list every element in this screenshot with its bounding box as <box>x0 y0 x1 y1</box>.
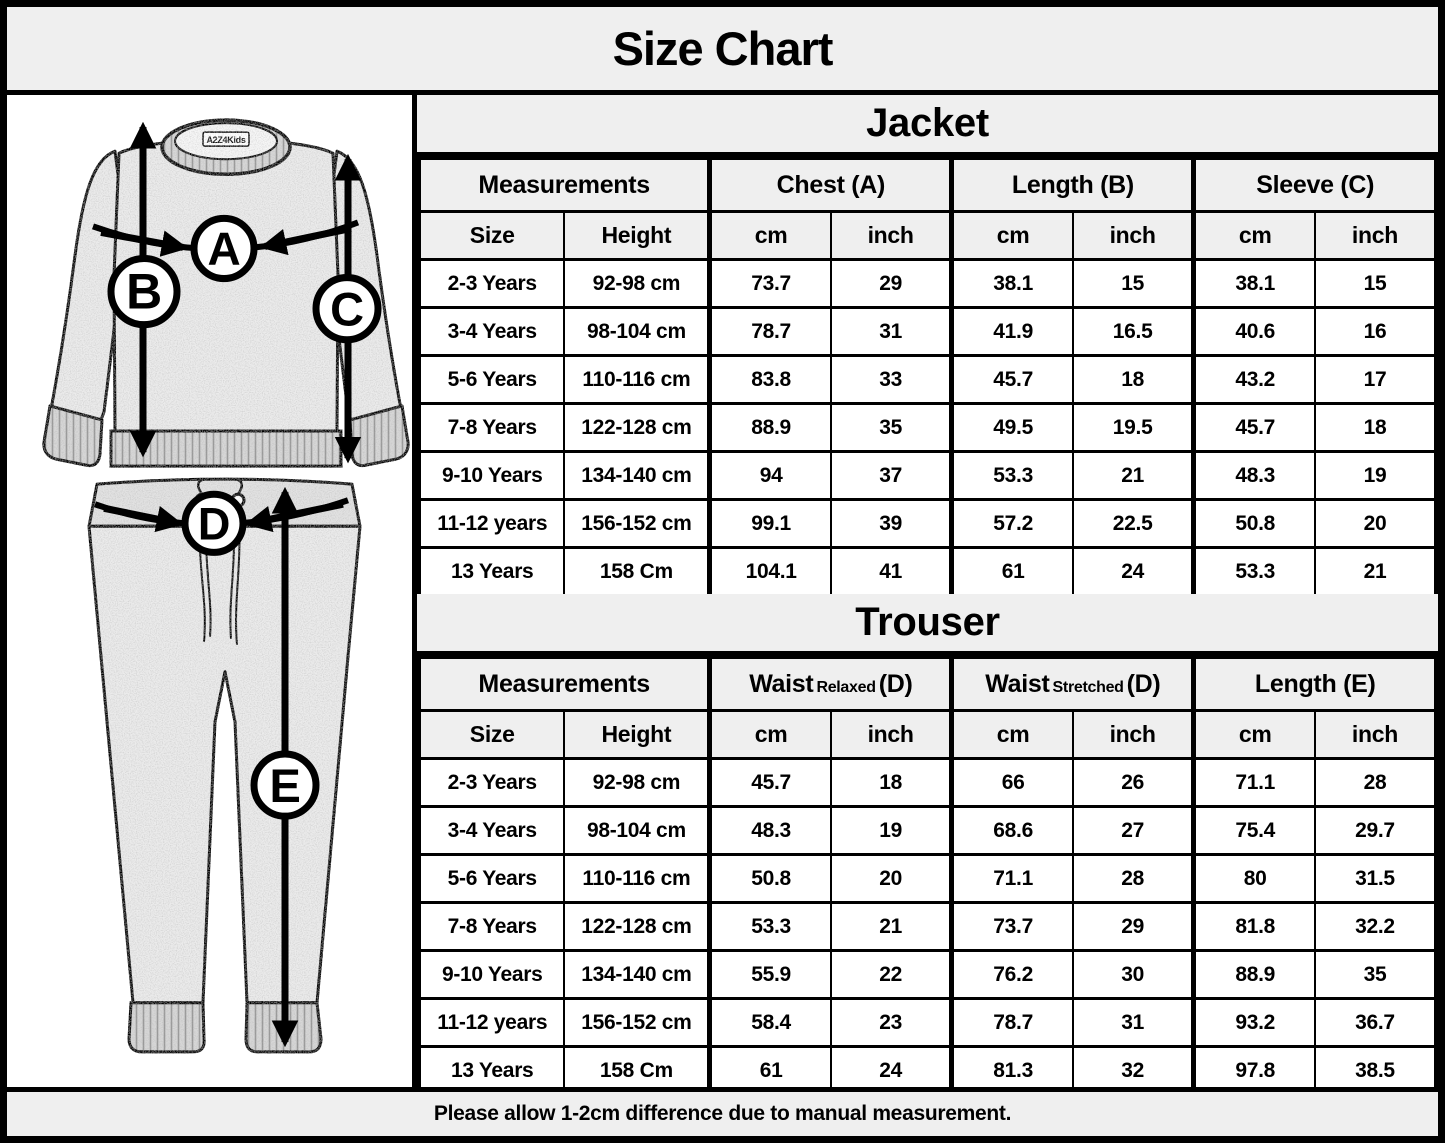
value-cell: 156-152 cm <box>564 999 709 1047</box>
size-row <box>419 759 1436 807</box>
size-row <box>419 903 1436 951</box>
size-cell: 13 Years <box>419 548 564 596</box>
sub-header: inch <box>1073 212 1194 260</box>
value-cell: 29.7 <box>1315 807 1436 855</box>
value-cell: 35 <box>831 404 952 452</box>
brand-label: A2Z4Kids <box>206 135 246 146</box>
value-cell: 31 <box>1073 999 1194 1047</box>
value-cell: 81.8 <box>1194 903 1315 951</box>
size-row <box>419 404 1436 452</box>
value-cell: 57.2 <box>952 500 1073 548</box>
value-cell: 45.7 <box>1194 404 1315 452</box>
value-cell: 28 <box>1315 759 1436 807</box>
value-cell: 17 <box>1315 356 1436 404</box>
value-cell: 88.9 <box>710 404 831 452</box>
marker-d-letter: D <box>197 498 231 550</box>
value-cell: 38.1 <box>1194 260 1315 308</box>
size-cell: 3-4 Years <box>419 308 564 356</box>
value-cell: 99.1 <box>710 500 831 548</box>
value-cell: 92-98 cm <box>564 759 709 807</box>
size-cell: 7-8 Years <box>419 903 564 951</box>
group-header: Length (B) <box>952 159 1194 212</box>
value-cell: 45.7 <box>710 759 831 807</box>
size-row <box>419 500 1436 548</box>
value-cell: 40.6 <box>1194 308 1315 356</box>
page-title: Size Chart <box>7 7 1438 95</box>
value-cell: 158 Cm <box>564 1047 709 1095</box>
value-cell: 50.8 <box>1194 500 1315 548</box>
garment-diagram <box>7 95 412 1087</box>
value-cell: 73.7 <box>952 903 1073 951</box>
value-cell: 71.1 <box>1194 759 1315 807</box>
size-row <box>419 308 1436 356</box>
sub-header: inch <box>831 711 952 759</box>
value-cell: 104.1 <box>710 548 831 596</box>
size-cell: 11-12 years <box>419 500 564 548</box>
value-cell: 35 <box>1315 951 1436 999</box>
value-cell: 73.7 <box>710 260 831 308</box>
group-header: Chest (A) <box>710 159 952 212</box>
value-cell: 75.4 <box>1194 807 1315 855</box>
value-cell: 48.3 <box>710 807 831 855</box>
value-cell: 20 <box>831 855 952 903</box>
value-cell: 88.9 <box>1194 951 1315 999</box>
value-cell: 27 <box>1073 807 1194 855</box>
value-cell: 97.8 <box>1194 1047 1315 1095</box>
value-cell: 36.7 <box>1315 999 1436 1047</box>
value-cell: 26 <box>1073 759 1194 807</box>
value-cell: 16 <box>1315 308 1436 356</box>
value-cell: 156-152 cm <box>564 500 709 548</box>
size-row <box>419 951 1436 999</box>
size-cell: 7-8 Years <box>419 404 564 452</box>
value-cell: 134-140 cm <box>564 951 709 999</box>
value-cell: 29 <box>1073 903 1194 951</box>
content-area <box>7 95 1438 1087</box>
value-cell: 53.3 <box>710 903 831 951</box>
trouser-title: Trouser <box>417 594 1438 656</box>
value-cell: 158 Cm <box>564 548 709 596</box>
size-row <box>419 807 1436 855</box>
value-cell: 61 <box>952 548 1073 596</box>
group-header: Waist Relaxed (D) <box>710 658 952 711</box>
size-row <box>419 260 1436 308</box>
value-cell: 66 <box>952 759 1073 807</box>
group-header: Measurements <box>419 159 710 212</box>
marker-b-letter: B <box>126 263 162 320</box>
size-row <box>419 999 1436 1047</box>
value-cell: 43.2 <box>1194 356 1315 404</box>
size-cell: 5-6 Years <box>419 855 564 903</box>
value-cell: 18 <box>831 759 952 807</box>
value-cell: 55.9 <box>710 951 831 999</box>
size-tables <box>417 95 1438 1087</box>
value-cell: 39 <box>831 500 952 548</box>
value-cell: 21 <box>1073 452 1194 500</box>
trouser-table <box>417 656 1438 1096</box>
value-cell: 32.2 <box>1315 903 1436 951</box>
measurement-note: Please allow 1-2cm difference due to manual measurement. <box>7 1087 1438 1136</box>
group-header: Waist Stretched (D) <box>952 658 1194 711</box>
size-cell: 13 Years <box>419 1047 564 1095</box>
value-cell: 68.6 <box>952 807 1073 855</box>
value-cell: 78.7 <box>710 308 831 356</box>
size-cell: 3-4 Years <box>419 807 564 855</box>
value-cell: 122-128 cm <box>564 404 709 452</box>
value-cell: 30 <box>1073 951 1194 999</box>
value-cell: 19 <box>1315 452 1436 500</box>
value-cell: 23 <box>831 999 952 1047</box>
value-cell: 48.3 <box>1194 452 1315 500</box>
size-row <box>419 452 1436 500</box>
garment-diagram-panel <box>7 95 417 1087</box>
value-cell: 53.3 <box>952 452 1073 500</box>
size-row <box>419 548 1436 596</box>
value-cell: 71.1 <box>952 855 1073 903</box>
jacket-section <box>417 95 1438 594</box>
value-cell: 31.5 <box>1315 855 1436 903</box>
value-cell: 19.5 <box>1073 404 1194 452</box>
sub-header: inch <box>1315 711 1436 759</box>
jacket-title: Jacket <box>417 95 1438 157</box>
marker-e-letter: E <box>269 759 301 813</box>
group-header: Sleeve (C) <box>1194 159 1436 212</box>
sub-header: cm <box>952 212 1073 260</box>
trousers-drawing <box>89 479 360 1052</box>
value-cell: 22 <box>831 951 952 999</box>
value-cell: 38.1 <box>952 260 1073 308</box>
size-row <box>419 356 1436 404</box>
value-cell: 18 <box>1315 404 1436 452</box>
value-cell: 98-104 cm <box>564 807 709 855</box>
sub-header: cm <box>710 711 831 759</box>
sub-header: Height <box>564 212 709 260</box>
value-cell: 21 <box>1315 548 1436 596</box>
size-row <box>419 855 1436 903</box>
value-cell: 76.2 <box>952 951 1073 999</box>
size-cell: 9-10 Years <box>419 452 564 500</box>
value-cell: 18 <box>1073 356 1194 404</box>
value-cell: 21 <box>831 903 952 951</box>
value-cell: 98-104 cm <box>564 308 709 356</box>
value-cell: 61 <box>710 1047 831 1095</box>
value-cell: 58.4 <box>710 999 831 1047</box>
sub-header: cm <box>1194 711 1315 759</box>
value-cell: 93.2 <box>1194 999 1315 1047</box>
value-cell: 45.7 <box>952 356 1073 404</box>
value-cell: 81.3 <box>952 1047 1073 1095</box>
trouser-section <box>417 594 1438 1087</box>
sub-header: cm <box>710 212 831 260</box>
value-cell: 41.9 <box>952 308 1073 356</box>
size-cell: 9-10 Years <box>419 951 564 999</box>
group-header: Length (E) <box>1194 658 1436 711</box>
group-header: Measurements <box>419 658 710 711</box>
value-cell: 110-116 cm <box>564 855 709 903</box>
size-cell: 2-3 Years <box>419 759 564 807</box>
jacket-table <box>417 157 1438 597</box>
sub-header: cm <box>1194 212 1315 260</box>
size-cell: 5-6 Years <box>419 356 564 404</box>
value-cell: 37 <box>831 452 952 500</box>
value-cell: 50.8 <box>710 855 831 903</box>
value-cell: 110-116 cm <box>564 356 709 404</box>
value-cell: 94 <box>710 452 831 500</box>
value-cell: 134-140 cm <box>564 452 709 500</box>
value-cell: 19 <box>831 807 952 855</box>
value-cell: 24 <box>831 1047 952 1095</box>
value-cell: 29 <box>831 260 952 308</box>
sub-header: Size <box>419 711 564 759</box>
value-cell: 122-128 cm <box>564 903 709 951</box>
value-cell: 20 <box>1315 500 1436 548</box>
value-cell: 15 <box>1315 260 1436 308</box>
value-cell: 53.3 <box>1194 548 1315 596</box>
value-cell: 33 <box>831 356 952 404</box>
value-cell: 16.5 <box>1073 308 1194 356</box>
sub-header: inch <box>831 212 952 260</box>
left-ankle-cuff <box>129 1003 204 1052</box>
size-cell: 11-12 years <box>419 999 564 1047</box>
sub-header: inch <box>1073 711 1194 759</box>
value-cell: 32 <box>1073 1047 1194 1095</box>
value-cell: 41 <box>831 548 952 596</box>
sub-header: cm <box>952 711 1073 759</box>
value-cell: 80 <box>1194 855 1315 903</box>
value-cell: 78.7 <box>952 999 1073 1047</box>
value-cell: 92-98 cm <box>564 260 709 308</box>
value-cell: 22.5 <box>1073 500 1194 548</box>
size-cell: 2-3 Years <box>419 260 564 308</box>
value-cell: 38.5 <box>1315 1047 1436 1095</box>
value-cell: 15 <box>1073 260 1194 308</box>
value-cell: 24 <box>1073 548 1194 596</box>
sub-header: Size <box>419 212 564 260</box>
sub-header: inch <box>1315 212 1436 260</box>
marker-c-letter: C <box>330 282 364 336</box>
value-cell: 83.8 <box>710 356 831 404</box>
value-cell: 49.5 <box>952 404 1073 452</box>
marker-a-letter: A <box>207 222 241 275</box>
value-cell: 28 <box>1073 855 1194 903</box>
value-cell: 31 <box>831 308 952 356</box>
sub-header: Height <box>564 711 709 759</box>
